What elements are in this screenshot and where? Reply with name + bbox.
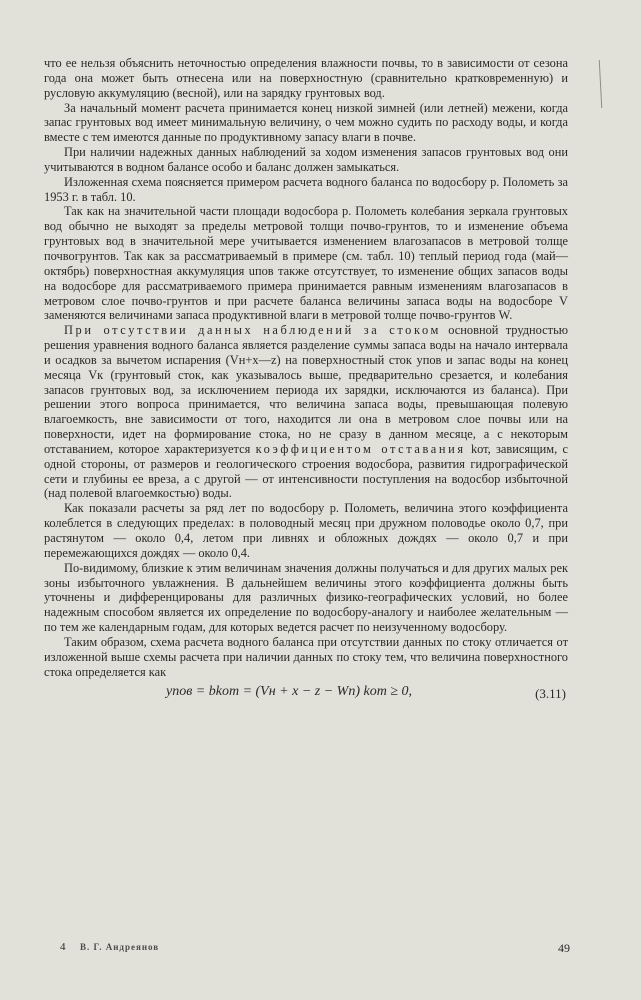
paragraph: По-видимому, близкие к этим величинам значения должны получаться и для других малых рек зоны избыточного увлажнения. В дальнейшем величины этого коэффициента должны быть уточнены и дифференцированы для различных физико-географических условий, но более надежным способом является их определение по водосбору-аналогу и наиболее желательным — по тем же календарным годам, для которых ведется расчет по неизученному водосбору. bbox=[44, 560, 568, 635]
paragraph: Так как на значительной части площади водосбора р. Полометь колебания зеркала грунтовых вод обычно не выходят за пределы метровой толщи почво-грунтов, то и изменение объема грунтовых вод в значительной мере учитывается изменением влагозапасов в метровой толще почвогрунтов. Так как за рассматриваемый в примере (см. табл. 10) теплый период года (май—октябрь) поверхностная аккумуляция uпов также отсутствует, то изменение общих запасов воды на водосборе для рассматриваемого примера принимается равным изменениям влагозапасов в метровом слое почво-грунтов и при расчете баланса величины запаса воды на водосборе V заменяются величинами запаса продуктивной влаги в метровой толще почво-грунтов W. bbox=[44, 204, 568, 323]
page-footer bbox=[60, 941, 570, 959]
paragraph: что ее нельзя объяснить неточностью определения влажности почвы, то в зависимости от сезона года она может быть отнесена или на поверхностную (сравнительно кратковременную) и русловую аккумуляцию (весной), или на зарядку грунтовых вод. bbox=[44, 56, 568, 100]
formula-number: (3.11) bbox=[535, 686, 566, 702]
paragraph: Как показали расчеты за ряд лет по водосбору р. Полометь, величина этого коэффициента колеблется в следующих пределах: в половодный месяц при дружном половодье около 0,7, при растянутом — около 0,4, летом при ливнях и обложных дождях — около 0,7 и при перемежающихся дождях — около 0,4. bbox=[44, 501, 568, 560]
paragraph-body: основной трудностью решения уравнения водного баланса является разделение суммы запаса воды на начало интервала и осадков за вычетом испарения (Vн+x—z) на поверхностный сток yпов и запас воды на конец месяца Vк (грунтовый сток, как указывалось выше, предварительно срезается, и колебания запасов грунтовых вод, за исключением периода их зарядки, исключаются из баланса). При решении этого вопроса принимается, что величина запаса воды, превышающая полевую влагоемкость, вне зависимости от того, находится ли она в метровом слое почвы или на поверхности, идет на формирование стока, но не сразу в данном месяце, а с некоторым отставанием, которое характеризуется bbox=[44, 323, 568, 456]
spaced-term: коэффициентом отставания bbox=[255, 441, 466, 456]
page-number: 49 bbox=[558, 941, 570, 955]
paragraph: Таким образом, схема расчета водного баланса при отсутствии данных по стоку отличается от изложенной выше схемы расчета при наличии данных по стоку тем, что величина поверхностного стока определяется как bbox=[44, 634, 568, 679]
formula bbox=[44, 683, 568, 709]
paragraph: При наличии надежных данных наблюдений за ходом изменения запасов грунтовых вод они учитываются в водном балансе особо и баланс должен замыкаться. bbox=[44, 145, 568, 174]
paragraph-spaced bbox=[44, 323, 568, 501]
spaced-lead: При отсутствии данных наблюдений за стоком bbox=[64, 323, 441, 338]
body-text bbox=[44, 56, 568, 709]
footer-author: В. Г. Андреянов bbox=[80, 942, 160, 952]
formula-expression: yпов = bkот = (Vн + x − z − Wп) kот ≥ 0, bbox=[166, 684, 413, 700]
paragraph: За начальный момент расчета принимается конец низкой зимней (или летней) межени, когда запас грунтовых вод имеет минимальную величину, о чем можно судить по расходу воды, и когда вместе с тем имеются данные по продуктивному запасу влаги в почве. bbox=[44, 100, 568, 145]
signature-mark: 4 bbox=[60, 941, 66, 953]
pencil-mark bbox=[599, 60, 603, 108]
paragraph-tail: kот, зависящим, с одной стороны, от размеров и геологического строения водосбора, развития гидрографической сети и глубины ее вреза, а с другой — от интенсивности поступления на водосбор избыточной (над полевой влагоемкостью) воды. bbox=[44, 441, 568, 501]
paragraph: Изложенная схема поясняется примером расчета водного баланса по водосбору р. Полометь за 1953 г. в табл. 10. bbox=[44, 174, 568, 204]
